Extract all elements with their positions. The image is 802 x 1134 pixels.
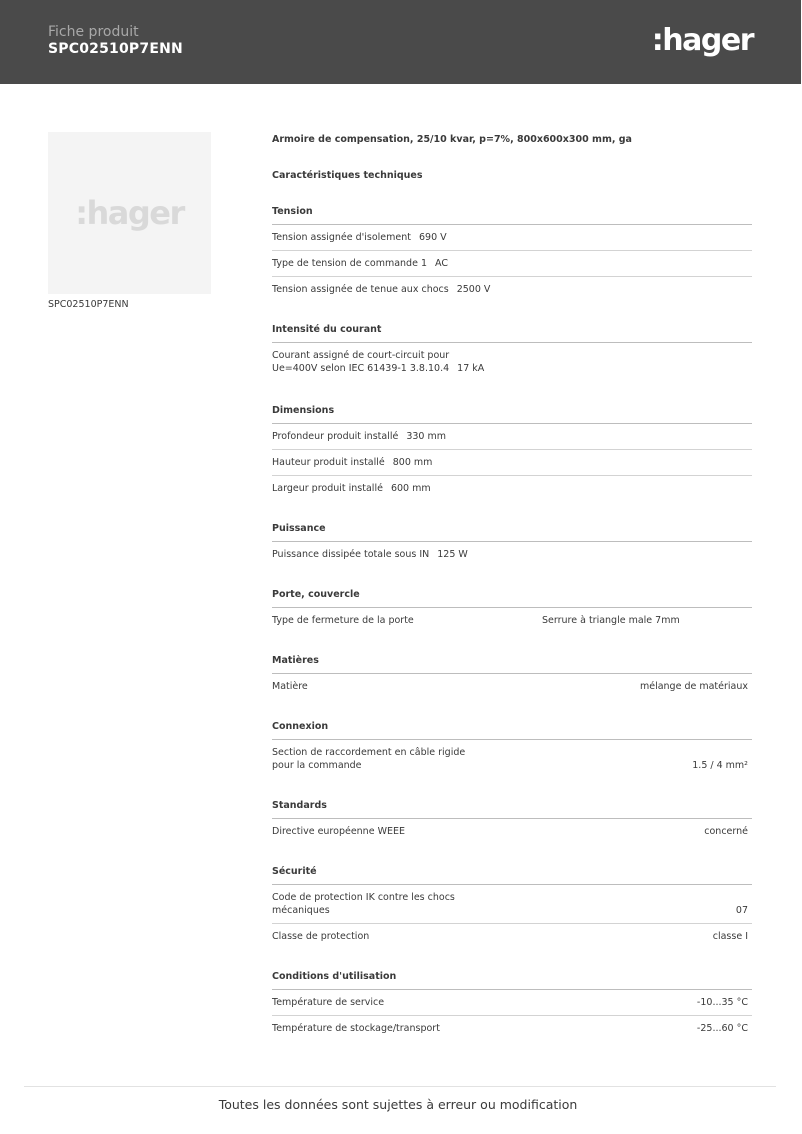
spec-row [272, 542, 752, 567]
spec-row [272, 476, 752, 501]
spec-value: 690 V [419, 232, 447, 243]
section-puissance [272, 523, 752, 567]
spec-label: Puissance dissipée totale sous IN [272, 549, 430, 560]
section-title: Conditions d'utilisation [272, 971, 752, 990]
spec-value: 1.5 / 4 mm² [692, 760, 748, 771]
spec-row [272, 1016, 752, 1041]
spec-row [272, 740, 752, 778]
spec-row [272, 277, 752, 302]
spec-label: Tension assignée de tenue aux chocs [272, 284, 449, 295]
spec-label: Température de stockage/transport [272, 1023, 440, 1034]
footer-divider [24, 1086, 776, 1087]
spec-value: 2500 V [456, 284, 491, 295]
section-intensite [272, 324, 752, 381]
spec-row [272, 885, 752, 924]
spec-row [272, 990, 752, 1016]
spec-row [272, 924, 752, 949]
section-title: Intensité du courant [272, 324, 752, 343]
section-connexion [272, 721, 752, 778]
spec-label: Tension assignée d'isolement [272, 232, 411, 243]
header-reference: SPC02510P7ENN [48, 41, 183, 57]
spec-row [272, 819, 752, 844]
spec-value: concerné [704, 826, 748, 837]
spec-label: Profondeur produit installé [272, 431, 399, 442]
spec-row [272, 450, 752, 476]
section-matieres [272, 655, 752, 699]
spec-label: Température de service [272, 997, 385, 1008]
footer-disclaimer: Toutes les données sont sujettes à erreur ou modification [218, 1097, 578, 1112]
section-title: Porte, couvercle [272, 589, 752, 608]
spec-value: 17 kA [457, 363, 485, 374]
spec-label: Section de raccordement en câble rigide [272, 747, 466, 758]
section-standards [272, 800, 752, 844]
specifications [272, 127, 752, 1041]
spec-row [272, 225, 752, 251]
section-porte [272, 589, 752, 633]
spec-row [272, 424, 752, 450]
spec-label: Hauteur produit installé [272, 457, 385, 468]
spec-value: -25...60 °C [696, 1023, 748, 1034]
product-title: Armoire de compensation, 25/10 kvar, p=7%, 800x600x300 mm, ga [272, 134, 632, 145]
spec-label: pour la commande [272, 760, 362, 771]
spec-label: Type de fermeture de la porte [272, 615, 414, 626]
spec-value: Serrure à triangle male 7mm [542, 615, 680, 626]
section-title: Tension [272, 206, 752, 225]
section-title: Matières [272, 655, 752, 674]
spec-value: 800 mm [392, 457, 433, 468]
spec-value: 07 [735, 905, 748, 916]
spec-value: 330 mm [406, 431, 446, 442]
product-image-logo: :hager [75, 194, 184, 232]
spec-value: classe I [712, 931, 748, 942]
spec-value: mélange de matériaux [639, 681, 748, 692]
spec-row [272, 608, 752, 633]
page-header [0, 0, 801, 84]
hager-logo: :hager [651, 23, 753, 58]
spec-row [272, 343, 752, 381]
section-tension [272, 206, 752, 302]
spec-value: 600 mm [390, 483, 431, 494]
section-title: Puissance [272, 523, 752, 542]
spec-label: Classe de protection [272, 931, 370, 942]
section-title: Sécurité [272, 866, 752, 885]
product-image-caption: SPC02510P7ENN [48, 299, 129, 310]
spec-value: 125 W [437, 549, 468, 560]
section-title: Connexion [272, 721, 752, 740]
spec-label: Directive européenne WEEE [272, 826, 405, 837]
product-image [48, 132, 211, 294]
section-dimensions [272, 405, 752, 501]
spec-value: -10...35 °C [696, 997, 748, 1008]
spec-label: Courant assigné de court-circuit pour [272, 350, 450, 361]
spec-label: mécaniques [272, 905, 330, 916]
spec-label: Code de protection IK contre les chocs [272, 892, 455, 903]
section-securite [272, 866, 752, 949]
spec-row [272, 251, 752, 277]
section-title: Dimensions [272, 405, 752, 424]
specs-heading: Caractéristiques techniques [272, 170, 423, 181]
spec-label: Type de tension de commande 1 [272, 258, 427, 269]
spec-value: AC [435, 258, 448, 269]
section-conditions [272, 971, 752, 1041]
spec-row [272, 674, 752, 699]
spec-label: Largeur produit installé [272, 483, 383, 494]
section-title: Standards [272, 800, 752, 819]
spec-label: Matière [272, 681, 308, 692]
spec-label: Ue=400V selon IEC 61439-1 3.8.10.4 [272, 363, 450, 374]
header-label: Fiche produit [48, 24, 139, 40]
